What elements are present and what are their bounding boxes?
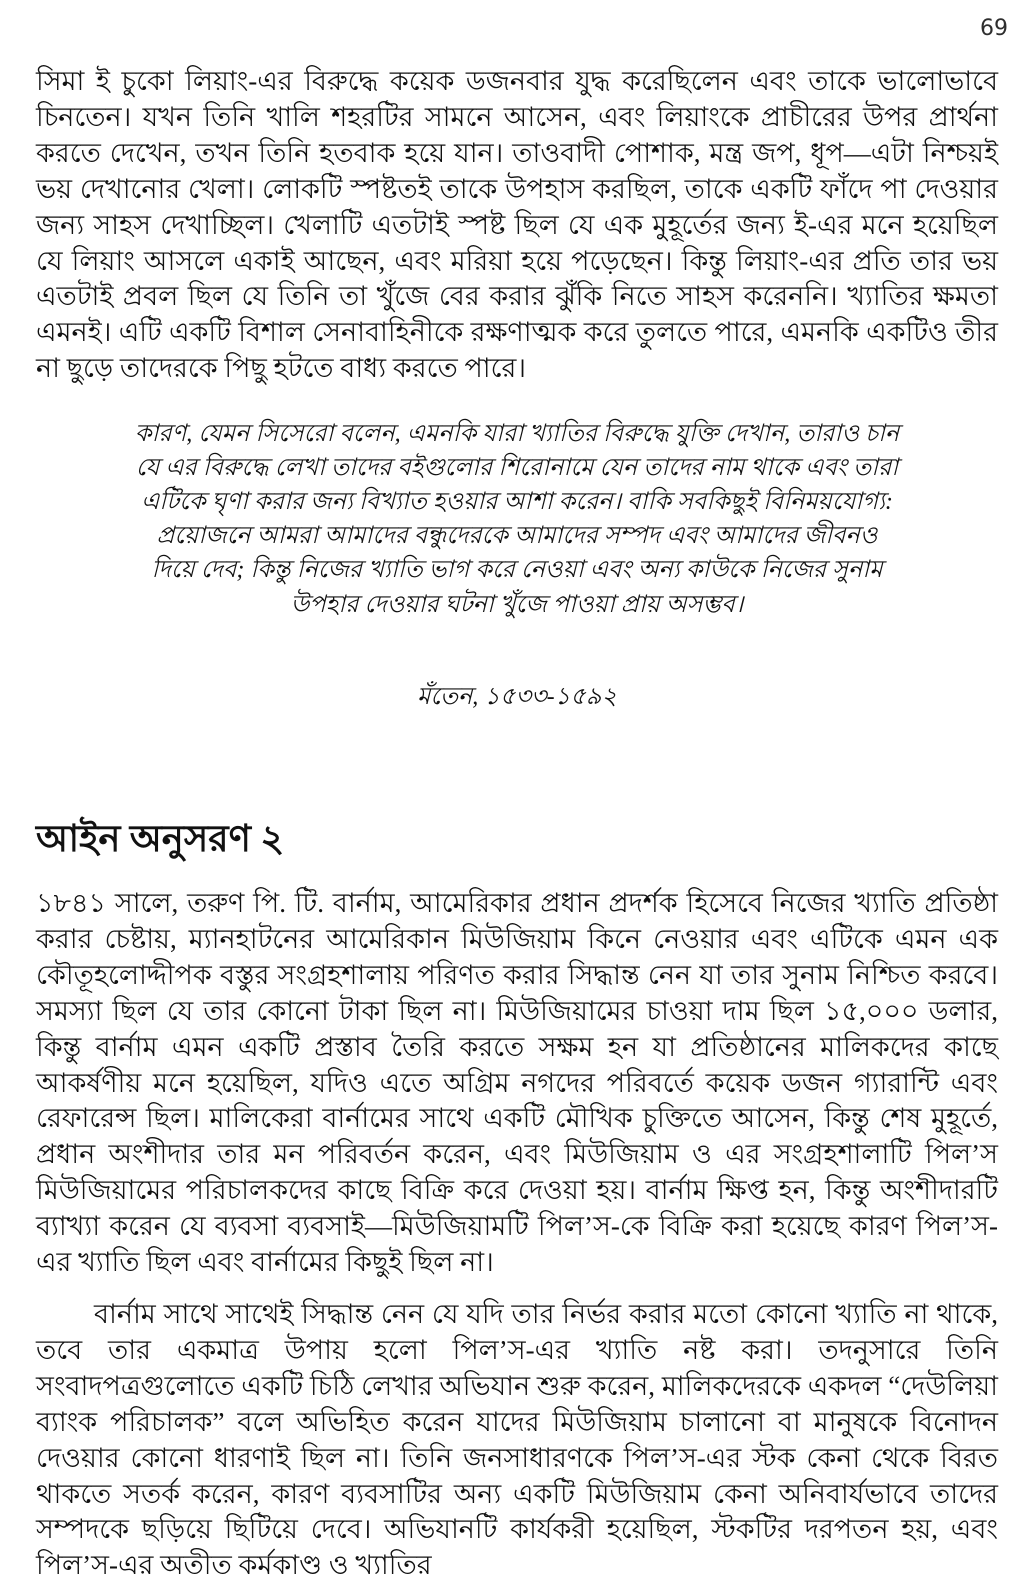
section-paragraph-1: ১৮৪১ সালে, তরুণ পি. টি. বার্নাম, আমেরিকার প্রধান প্রদর্শক হিসেবে নিজের খ্যাতি প্রতিষ্ঠা করার চেষ্টায়, ম্যানহাটনের আমেরিকান মিউজিয়াম কিনে নেওয়ার এবং এটিকে এমন এক কৌতূহলোদ্দীপক বস্তুর সংগ্রহশালায় পরিণত করার সিদ্ধান্ত নেন যা তার সুনাম নিশ্চিত করবে। সমস্যা ছিল যে তার কোনো টাকা ছিল না। মিউজিয়ামের চাওয়া দাম ছিল ১৫,০০০ ডলার, কিন্তু বার্নাম এমন একটি প্রস্তাব তৈরি করতে সক্ষম হন যা প্রতিষ্ঠানের মালিকদের কাছে আকর্ষণীয় মনে হয়েছিল, যদিও এতে অগ্রিম নগদের পরিবর্তে কয়েক ডজন গ্যারান্টি এবং রেফারেন্স ছিল। মালিকেরা বার্নামের সাথে একটি মৌখিক চুক্তিতে আসেন, কিন্তু শেষ মুহূর্তে, প্রধান অংশীদার তার মন পরিবর্তন করেন, এবং মিউজিয়াম ও এর সংগ্রহশালাটি পিল’স মিউজিয়ামের পরিচালকদের কাছে বিক্রি করে দেওয়া হয়। বার্নাম ক্ষিপ্ত হন, কিন্তু অংশীদারটি ব্যাখ্যা করেন যে ব্যবসা ব্যবসাই—মিউজিয়ামটি পিল’স-কে বিক্রি করা হয়েছে কারণ পিল’স-এর খ্যাতি ছিল এবং বার্নামের কিছুই ছিল না। [36, 888, 998, 1278]
body-paragraph-1: সিমা ই চুকো লিয়াং-এর বিরুদ্ধে কয়েক ডজনবার যুদ্ধ করেছিলেন এবং তাকে ভালোভাবে চিনতেন। যখন তিনি খালি শহরটির সামনে আসেন, এবং লিয়াংকে প্রাচীরের উপর প্রার্থনা করতে দেখেন, তখন তিনি হতবাক হয়ে যান। তাওবাদী পোশাক, মন্ত্র জপ, ধূপ—এটা নিশ্চয়ই ভয় দেখানোর খেলা। লোকটি স্পষ্টতই তাকে উপহাস করছিল, তাকে একটি ফাঁদে পা দেওয়ার জন্য সাহস দেখাচ্ছিল। খেলাটি এতটাই স্পষ্ট ছিল যে এক মুহূর্তের জন্য ই-এর মনে হয়েছিল যে লিয়াং আসলে একাই আছেন, এবং মরিয়া হয়ে পড়েছেন। কিন্তু লিয়াং-এর প্রতি তার ভয় এতটাই প্রবল ছিল যে তিনি তা খুঁজে বের করার ঝুঁকি নিতে সাহস করেননি। খ্যাতির ক্ষমতা এমনই। এটি একটি বিশাল সেনাবাহিনীকে রক্ষণাত্মক করে তুলতে পারে, এমনকি একটিও তীর না ছুড়ে তাদেরকে পিছু হটতে বাধ্য করতে পারে। [36, 66, 998, 384]
section-paragraph-2: বার্নাম সাথে সাথেই সিদ্ধান্ত নেন যে যদি তার নির্ভর করার মতো কোনো খ্যাতি না থাকে, তবে তার একমাত্র উপায় হলো পিল’স-এর খ্যাতি নষ্ট করা। তদনুসারে তিনি সংবাদপত্রগুলোতে একটি চিঠি লেখার অভিযান শুরু করেন, মালিকদেরকে একদল “দেউলিয়া ব্যাংক পরিচালক” বলে অভিহিত করেন যাদের মিউজিয়াম চালানো বা মানুষকে বিনোদন দেওয়ার কোনো ধারণাই ছিল না। তিনি জনসাধারণকে পিল’স-এর স্টক কেনা থেকে বিরত থাকতে সতর্ক করেন, কারণ ব্যবসাটির অন্য একটি মিউজিয়াম কেনা অনিবার্যভাবে তাদের সম্পদকে ছড়িয়ে ছিটিয়ে দেবে। অভিযানটি কার্যকরী হয়েছিল, স্টকটির দরপতন হয়, এবং পিল’স-এর অতীত কর্মকাণ্ড ও খ্যাতির [36, 1298, 998, 1581]
section-heading: আইন অনুসরণ ২ [36, 818, 285, 860]
quote-attribution: মঁতেন, ১৫৩৩-১৫৯২ [417, 683, 617, 710]
block-quote: কারণ, যেমন সিসেরো বলেন, এমনকি যারা খ্যাতির বিরুদ্ধে যুক্তি দেখান, তারাও চান যে এর বিরুদ্ধে লেখা তাদের বইগুলোর শিরোনামে যেন তাদের নাম থাকে এবং তারা এটিকে ঘৃণা করার জন্য বিখ্যাত হওয়ার আশা করেন। বাকি সবকিছুই বিনিময়যোগ্য: প্রয়োজনে আমরা আমাদের বন্ধুদেরকে আমাদের সম্পদ এবং আমাদের জীবনও দিয়ে দেব; কিন্তু নিজের খ্যাতি ভাগ করে নেওয়া এবং অন্য কাউকে নিজের সুনাম উপহার দেওয়ার ঘটনা খুঁজে পাওয়া প্রায় অসম্ভব। [134, 421, 900, 618]
page-number: 69 [980, 16, 1008, 41]
